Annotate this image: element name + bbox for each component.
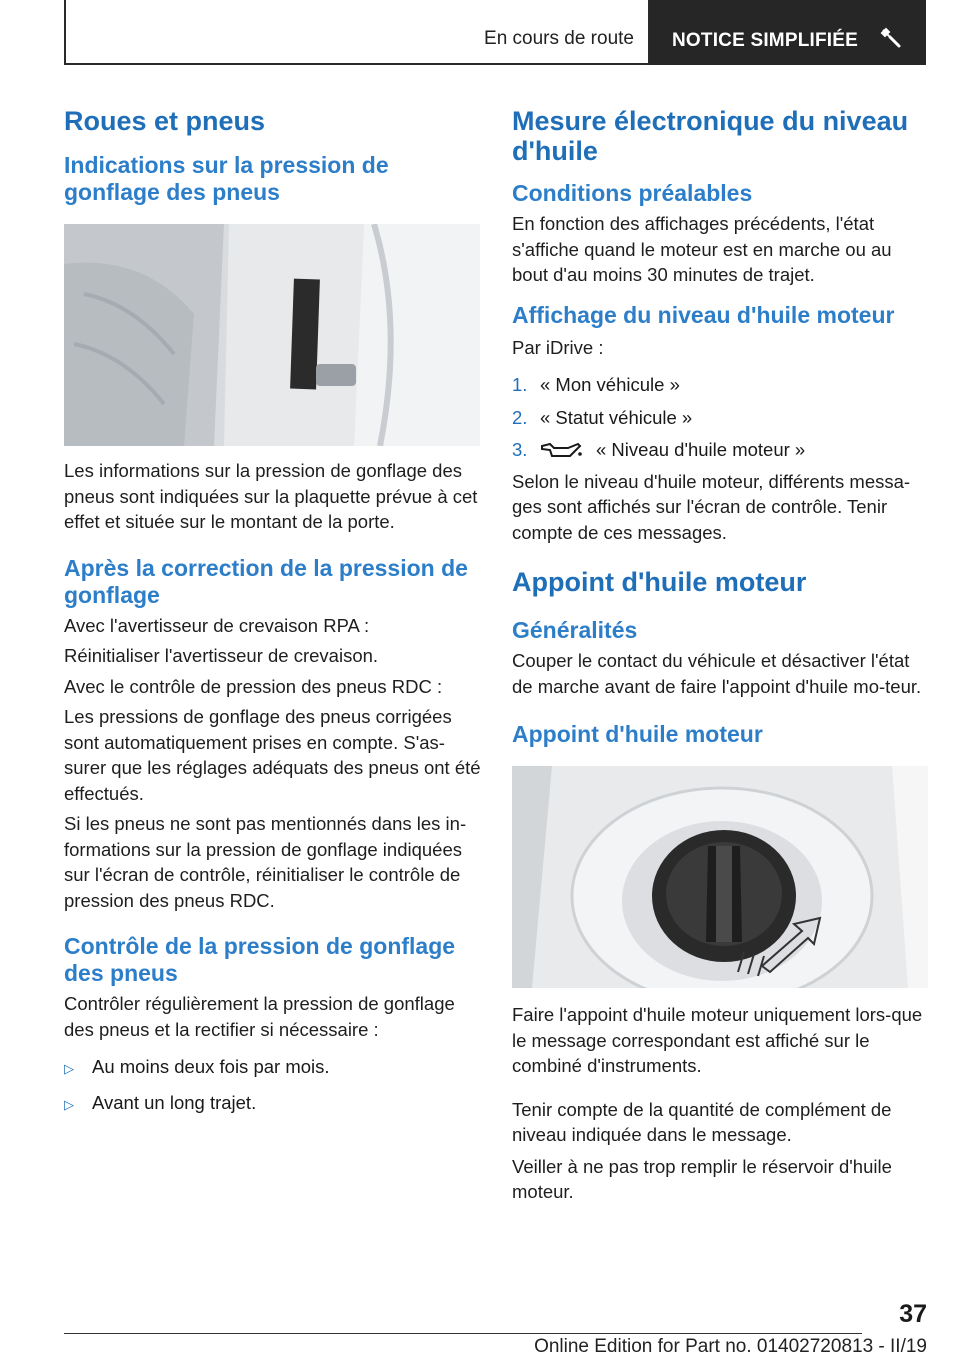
list-item <box>64 1054 482 1082</box>
tire-pressure-info-text: Les informations sur la pression de gonflage des pneus sont indiquées sur la plaquette prévue à cet effet et située sur le montant de la porte. <box>64 460 478 532</box>
rdc-label: Avec le contrôle de pression des pneus RDC : <box>64 675 443 697</box>
triangle-bullet-icon: ▷ <box>64 1096 74 1112</box>
step-text: « Mon véhicule » <box>540 374 680 395</box>
section-title: En cours de route <box>484 28 634 49</box>
prerequisites-text: En fonction des affichages précédents, l'état s'affiche quand le moteur est en marche ou au bout d'au moins 30 minutes de trajet. <box>512 213 892 285</box>
step-number: 1. <box>512 374 528 395</box>
footer-divider <box>64 1333 862 1334</box>
heading-tire-pressure-info: Indications sur la pression de gonflage des pneus <box>64 152 389 205</box>
rpa-reset-text: Réinitialiser l'avertisseur de crevaison. <box>64 645 379 666</box>
rdc-reset-text: Si les pneus ne sont pas mentionnés dans les in-formations sur la pression de gonflage indiquées sur l'écran de contrôle, réinitialiser le contrôle de pression des pneus RDC. <box>64 813 467 911</box>
quick-guide-label: NOTICE SIMPLIFIÉE <box>672 30 859 51</box>
right-column <box>512 100 930 1205</box>
section-box <box>64 0 650 65</box>
rdc-text: Les pressions de gonflage des pneus corrigées sont automatiquement prises en compte. S'as-surer que les réglages adéquats des pneus ont été effectués. <box>64 706 481 804</box>
idrive-label: Par iDrive : <box>512 336 604 358</box>
heading-pressure-check: Contrôle de la pression de gonflage des pneus <box>64 933 456 986</box>
page-number: 37 <box>899 1300 927 1328</box>
bullet-text: Au moins deux fois par mois. <box>92 1056 330 1077</box>
oil-can-icon <box>540 440 584 460</box>
overfill-warning-text: Veiller à ne pas trop remplir le réservoir d'huile moteur. <box>512 1155 892 1202</box>
edition-info: Online Edition for Part no. 01402720813 - II/19 <box>534 1336 927 1357</box>
list-item <box>512 405 930 431</box>
step-text: « Statut véhicule » <box>540 406 693 428</box>
door-pillar-photo <box>64 224 480 446</box>
heading-oil-top-up-sub: Appoint d'huile moteur <box>512 721 763 747</box>
heading-wheels-tires: Roues et pneus <box>64 106 266 136</box>
tool-icon <box>880 27 902 49</box>
bullet-text: Avant un long trajet. <box>92 1091 257 1113</box>
list-item <box>512 437 930 463</box>
triangle-bullet-icon: ▷ <box>64 1061 74 1076</box>
general-text: Couper le contact du véhicule et désactiver l'état de marche avant de faire l'appoint d'huile mo-teur. <box>512 650 922 697</box>
heading-prerequisites: Conditions préalables <box>512 180 753 206</box>
step-number: 3. <box>512 439 528 460</box>
pressure-check-text: Contrôler régulièrement la pression de gonflage des pneus et la rectifier si nécessaire : <box>64 993 455 1040</box>
left-column <box>64 100 482 1117</box>
step-number: 2. <box>512 406 528 428</box>
list-item <box>64 1090 482 1118</box>
top-up-text: Faire l'appoint d'huile moteur uniquement lors-que le message correspondant est affiché sur le combiné d'instruments. <box>512 1004 923 1076</box>
heading-oil-measurement: Mesure électronique du niveau d'huile <box>512 106 909 166</box>
heading-after-correction: Après la correction de la pression de gonflage <box>64 554 468 608</box>
list-item <box>512 372 930 398</box>
rpa-label: Avec l'avertisseur de crevaison RPA : <box>64 614 370 636</box>
step-text: « Niveau d'huile moteur » <box>596 439 806 460</box>
page-header <box>64 0 926 65</box>
oil-filler-cap-photo <box>512 766 928 988</box>
heading-general: Généralités <box>512 617 638 643</box>
quantity-text: Tenir compte de la quantité de complément de niveau indiquée dans le message. <box>512 1098 892 1145</box>
heading-oil-top-up: Appoint d'huile moteur <box>512 567 807 597</box>
quick-guide-tab <box>650 0 926 65</box>
heading-oil-level-display: Affichage du niveau d'huile moteur <box>512 301 895 328</box>
oil-messages-text: Selon le niveau d'huile moteur, différents messa-ges sont affichés sur l'écran de contrôle. Tenir compte de ces messages. <box>512 470 911 543</box>
